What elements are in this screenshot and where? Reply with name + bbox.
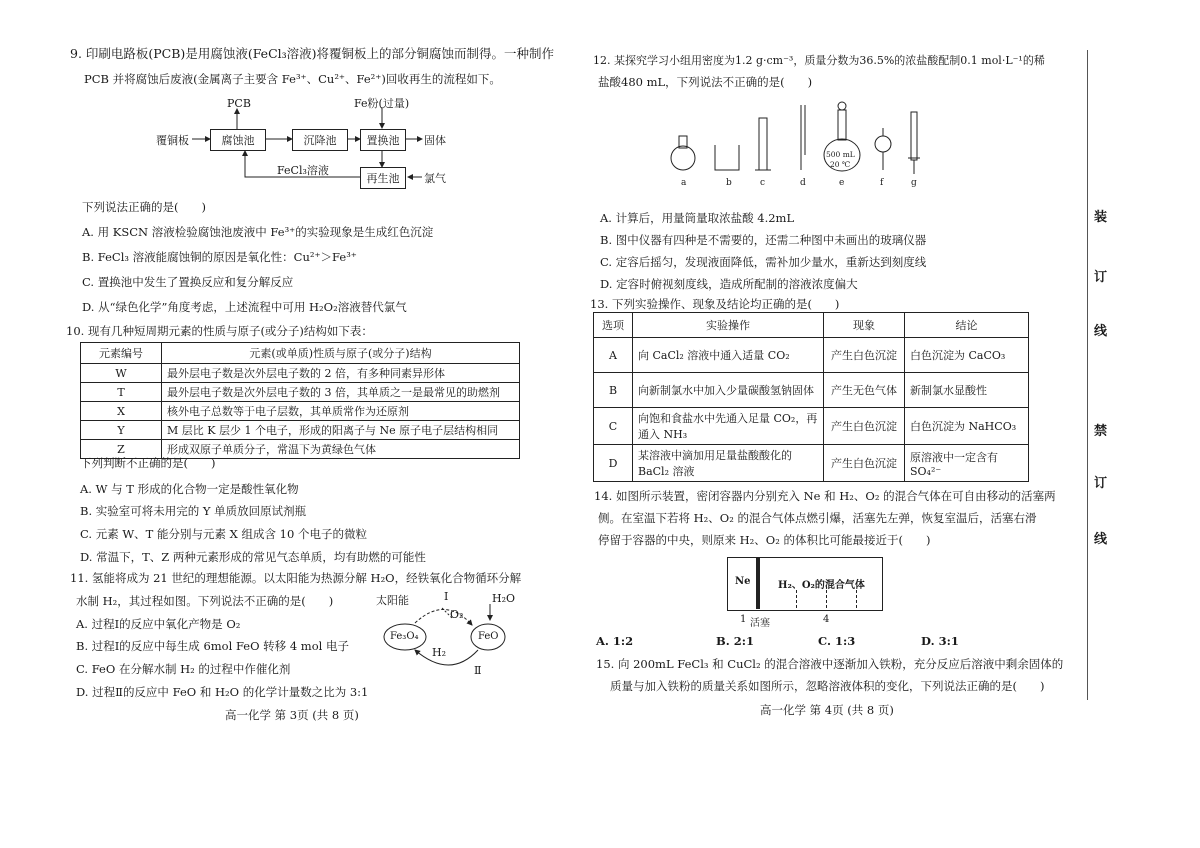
dash-mark-2 xyxy=(826,590,827,608)
q10-option-b: B. 实验室可将未用完的 Y 单质放回原试剂瓶 xyxy=(80,504,307,518)
q13-header-phenomenon: 现象 xyxy=(824,313,905,338)
q10-row xyxy=(81,364,520,383)
left-page-footer: 高一化学 第 3页 (共 8 页) xyxy=(225,708,359,722)
flow-gas-label: 氯气 xyxy=(424,172,446,185)
q10-option-a: A. W 与 T 形成的化合物一定是酸性氧化物 xyxy=(80,482,299,496)
cycle-feo-label: FeO xyxy=(478,631,499,642)
q13-cell-option: D xyxy=(594,445,633,482)
flow-output-label: 固体 xyxy=(424,134,446,147)
q11-option-b: B. 过程Ⅰ的反应中每生成 6mol FeO 转移 4 mol 电子 xyxy=(76,639,349,653)
flow-box-replacement: 置换池 xyxy=(360,129,406,151)
q9-ask: 下列说法正确的是( ) xyxy=(82,200,206,214)
q9-option-a: A. 用 KSCN 溶液检验腐蚀池废液中 Fe³⁺的实验现象是生成红色沉淀 xyxy=(82,225,434,239)
tick-4-label: 4 xyxy=(823,614,830,625)
flask-volume-text: 500 mL xyxy=(826,150,855,159)
flow-fe-label: Fe粉(过量) xyxy=(354,97,410,110)
dash-mark-1 xyxy=(796,590,797,608)
flow-return-label: FeCl₃溶液 xyxy=(277,164,329,177)
binding-char-2: 订 xyxy=(1094,270,1108,285)
glass-label-c: c xyxy=(760,178,766,188)
glass-label-f: f xyxy=(880,178,884,188)
binding-char-3: 线 xyxy=(1094,324,1108,339)
cycle-h2o-label: H₂O xyxy=(492,592,516,605)
q13-cell-option: A xyxy=(594,338,633,373)
q10-cell-desc: 核外电子总数等于电子层数，其单质常作为还原剂 xyxy=(162,402,520,421)
q14-stem-line2: 侧。在室温下若将 H₂、O₂ 的混合气体点燃引爆，活塞先左弹，恢复室温后，活塞右滑 xyxy=(598,511,1037,525)
q14-stem-line3: 停留于容器的中央，则原来 H₂、O₂ 的体积比可能最接近于( ) xyxy=(598,533,931,547)
tick-1-label: 1 xyxy=(740,614,747,625)
q10-row xyxy=(81,402,520,421)
q13-stem: 13. 下列实验操作、现象及结论均正确的是( ) xyxy=(590,297,840,311)
glass-label-a: a xyxy=(681,178,687,188)
q10-option-c: C. 元素 W、T 能分别与元素 X 组成含 10 个电子的微粒 xyxy=(80,527,367,541)
q10-cell-id: X xyxy=(81,402,162,421)
q10-cell-id: Z xyxy=(81,440,162,459)
flow-box-corrosion: 腐蚀池 xyxy=(210,129,266,151)
q14-option-a: A. 1:2 xyxy=(596,634,634,648)
q10-cell-id: W xyxy=(81,364,162,383)
q13-cell-conclusion: 白色沉淀为 NaHCO₃ xyxy=(905,408,1029,445)
q13-row xyxy=(594,445,1029,482)
q13-header-option: 选项 xyxy=(594,313,633,338)
q13-table xyxy=(593,312,1029,482)
q10-ask: 下列判断不正确的是( ) xyxy=(80,456,216,470)
q10-cell-desc: 最外层电子数是次外层电子数的 3 倍，其单质之一是最常见的助燃剂 xyxy=(162,383,520,402)
q12-stem-line1: 12. 某探究学习小组用密度为1.2 g·cm⁻³，质量分数为36.5%的浓盐酸配制0.1 mol·L⁻¹的稀 xyxy=(593,54,1045,67)
q9-stem-line2: PCB 并将腐蚀后废液(金属离子主要含 Fe³⁺、Cu²⁺、Fe²⁺)回收再生的流程如下。 xyxy=(84,72,501,86)
q13-cell-phenomenon: 产生白色沉淀 xyxy=(824,338,905,373)
q15-stem-line2: 质量与加入铁粉的质量关系如图所示，忽略溶液体积的变化，下列说法正确的是( ) xyxy=(610,679,1045,693)
q13-cell-operation: 向新制氯水中加入少量碳酸氢钠固体 xyxy=(633,373,824,408)
q13-cell-phenomenon: 产生无色气体 xyxy=(824,373,905,408)
q13-cell-phenomenon: 产生白色沉淀 xyxy=(824,445,905,482)
q13-table-body xyxy=(594,338,1029,482)
q9-option-c: C. 置换池中发生了置换反应和复分解反应 xyxy=(82,275,294,289)
q13-cell-operation: 向 CaCl₂ 溶液中通入适量 CO₂ xyxy=(633,338,824,373)
flow-box-settling: 沉降池 xyxy=(292,129,348,151)
q13-header-operation: 实验操作 xyxy=(633,313,824,338)
ne-label: Ne xyxy=(735,576,751,587)
q10-cell-id: T xyxy=(81,383,162,402)
q10-stem: 10. 现有几种短周期元素的性质与原子(或分子)结构如下表： xyxy=(66,324,373,338)
q13-cell-phenomenon: 产生白色沉淀 xyxy=(824,408,905,445)
q14-option-b: B. 2:1 xyxy=(716,634,754,648)
q9-option-d: D. 从“绿色化学”角度考虑，上述流程中可用 H₂O₂溶液替代氯气 xyxy=(82,300,407,314)
right-page-footer: 高一化学 第 4页 (共 8 页) xyxy=(760,703,894,717)
flask-temp-text: 20 ℃ xyxy=(830,160,851,169)
q10-cell-desc: 形成双原子单质分子，常温下为黄绿色气体 xyxy=(162,440,520,459)
q13-cell-conclusion: 新制氯水显酸性 xyxy=(905,373,1029,408)
q12-option-d: D. 定容时俯视刻度线，造成所配制的溶液浓度偏大 xyxy=(600,277,858,291)
q13-cell-option: B xyxy=(594,373,633,408)
glass-label-d: d xyxy=(800,178,806,188)
q13-cell-operation: 向饱和食盐水中先通入足量 CO₂，再通入 NH₃ xyxy=(633,408,824,445)
q10-header-desc: 元素(或单质)性质与原子(或分子)结构 xyxy=(162,343,520,364)
q13-cell-operation: 某溶液中滴加用足量盐酸酸化的 BaCl₂ 溶液 xyxy=(633,445,824,482)
binding-char-1: 装 xyxy=(1094,210,1108,225)
glass-label-g: g xyxy=(911,178,917,188)
q13-row xyxy=(594,408,1029,445)
q13-cell-option: C xyxy=(594,408,633,445)
cycle-sun-label: 太阳能 xyxy=(376,594,409,607)
cycle-o2-label: O₂ xyxy=(450,608,464,621)
q10-row xyxy=(81,383,520,402)
q10-cell-id: Y xyxy=(81,421,162,440)
q10-cell-desc: M 层比 K 层少 1 个电子，形成的阳离子与 Ne 原子电子层结构相同 xyxy=(162,421,520,440)
q14-stem-line1: 14. 如图所示装置，密闭容器内分别充入 Ne 和 H₂、O₂ 的混合气体在可自由移动的活塞两 xyxy=(594,489,1056,503)
q13-cell-conclusion: 原溶液中一定含有 SO₄²⁻ xyxy=(905,445,1029,482)
cycle-h2-label: H₂ xyxy=(432,646,447,659)
glass-label-b: b xyxy=(726,178,732,188)
q10-option-d: D. 常温下，T、Z 两种元素形成的常见气态单质，均有助燃的可能性 xyxy=(80,550,426,564)
q14-option-c: C. 1:3 xyxy=(818,634,856,648)
mix-label: H₂、O₂的混合气体 xyxy=(778,580,865,591)
piston-bar xyxy=(756,557,760,609)
q15-stem-line1: 15. 向 200mL FeCl₃ 和 CuCl₂ 的混合溶液中逐渐加入铁粉，充分反应后溶液中剩余固体的 xyxy=(596,657,1064,671)
q10-row xyxy=(81,421,520,440)
q11-option-d: D. 过程Ⅱ的反应中 FeO 和 H₂O 的化学计量数之比为 3:1 xyxy=(76,685,369,699)
cycle-process-i: Ⅰ xyxy=(444,590,449,603)
q13-row xyxy=(594,373,1029,408)
q14-option-d: D. 3:1 xyxy=(921,634,959,648)
dash-mark-3 xyxy=(856,590,857,608)
q10-header-id: 元素编号 xyxy=(81,343,162,364)
binding-char-4: 禁 xyxy=(1094,424,1108,439)
cycle-process-ii: Ⅱ xyxy=(474,664,482,677)
q13-row xyxy=(594,338,1029,373)
q12-stem-line2: 盐酸480 mL，下列说法不正确的是( ) xyxy=(598,75,813,89)
binding-char-6: 线 xyxy=(1094,532,1108,547)
flow-input-label: 覆铜板 xyxy=(156,134,189,147)
q12-option-b: B. 图中仪器有四种是不需要的，还需二种图中未画出的玻璃仪器 xyxy=(600,233,927,247)
cycle-fe3o4-label: Fe₃O₄ xyxy=(390,631,419,642)
binding-char-5: 订 xyxy=(1094,476,1108,491)
q10-table xyxy=(80,342,520,459)
flow-pcb-label: PCB xyxy=(227,97,251,110)
q13-header-conclusion: 结论 xyxy=(905,313,1029,338)
q11-option-a: A. 过程Ⅰ的反应中氧化产物是 O₂ xyxy=(76,617,241,631)
piston-label: 活塞 xyxy=(750,618,770,629)
flow-box-regeneration: 再生池 xyxy=(360,167,406,189)
q12-option-a: A. 计算后，用量筒量取浓盐酸 4.2mL xyxy=(600,211,795,225)
q11-option-c: C. FeO 在分解水制 H₂ 的过程中作催化剂 xyxy=(76,662,291,676)
q9-option-b: B. FeCl₃ 溶液能腐蚀铜的原因是氧化性：Cu²⁺＞Fe³⁺ xyxy=(82,250,357,264)
glassware-drawing xyxy=(665,100,935,180)
q11-stem-line2: 水制 H₂，其过程如图。下列说法不正确的是( ) xyxy=(76,594,334,608)
q12-option-c: C. 定容后摇匀，发现液面降低，需补加少量水，重新达到刻度线 xyxy=(600,255,927,269)
q9-stem-line1: 9. 印刷电路板(PCB)是用腐蚀液(FeCl₃溶液)将覆铜板上的部分铜腐蚀而制得。一种制作 xyxy=(70,46,555,61)
q11-stem-line1: 11. 氢能将成为 21 世纪的理想能源。以太阳能为热源分解 H₂O，经铁氧化合物循环分解 xyxy=(70,571,522,585)
binding-line xyxy=(1087,50,1088,700)
glass-label-e: e xyxy=(839,178,845,188)
q13-cell-conclusion: 白色沉淀为 CaCO₃ xyxy=(905,338,1029,373)
q10-table-body xyxy=(81,364,520,459)
q10-cell-desc: 最外层电子数是次外层电子数的 2 倍，有多种同素异形体 xyxy=(162,364,520,383)
